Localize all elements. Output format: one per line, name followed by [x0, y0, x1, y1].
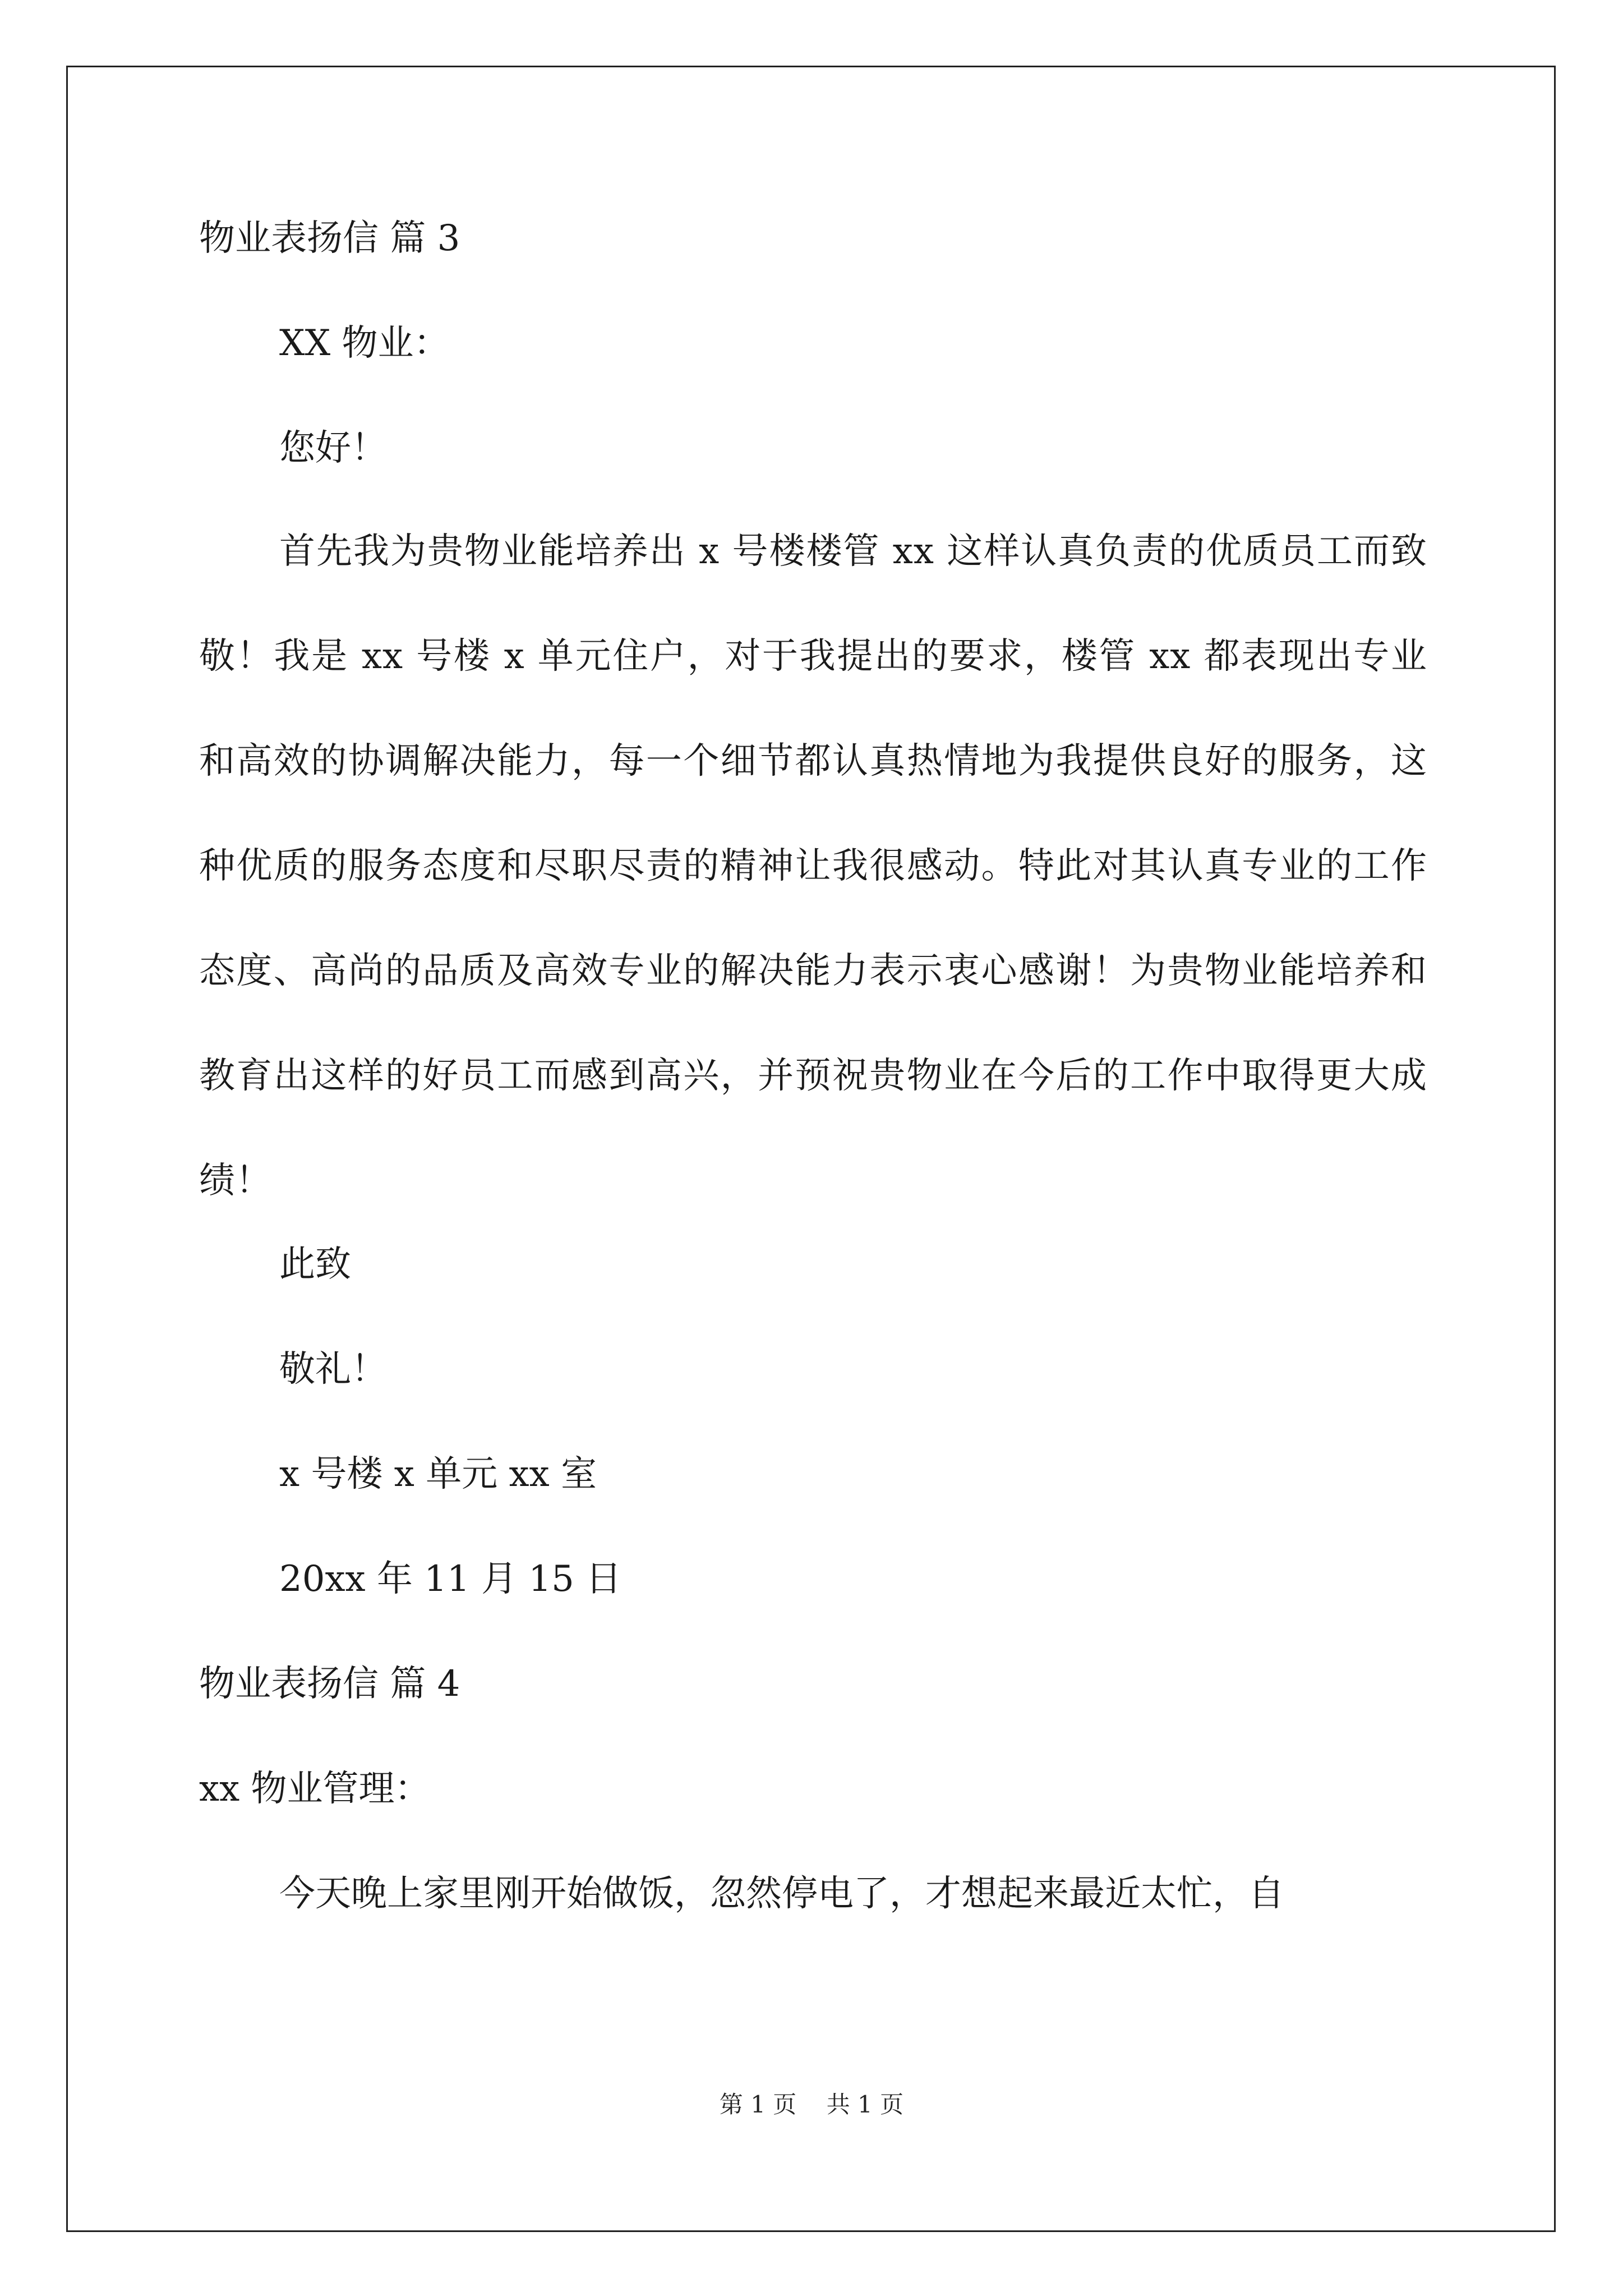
- salutation-4: xx 物业管理：: [199, 1768, 431, 1810]
- body-paragraph-4: 今天晚上家里刚开始做饭，忽然停电了，才想起来最近太忙，自: [279, 1873, 1284, 1915]
- section-title-4: 物业表扬信 篇 4: [199, 1663, 460, 1705]
- date: 20xx 年 11 月 15 日: [279, 1558, 622, 1600]
- closing-line-2: 敬礼！: [279, 1349, 387, 1390]
- salutation-3: XX 物业：: [279, 323, 450, 364]
- body-paragraph-3: 首先我为贵物业能培养出 x 号楼楼管 xx 这样认真负责的优质员工而致敬！我是 xx 号楼 x 单元住户，对于我提出的要求，楼管 xx 都表现出专业和高效的协调解决能力，每一个细节都认真热情地为我提供良好的服务，这种优质的服务态度和尽职尽责的精神让我很感动。特此对其认真专业的工作态度、高尚的品质及高效专业的解决能力表示衷心感谢！为贵物业能培养和教育出这样的好员工而感到高兴，并预祝贵物业在今后的工作中取得更大成绩！: [199, 531, 1427, 1202]
- page-footer: 第 1 页 共 1 页: [719, 2091, 904, 2118]
- greeting: 您好！: [279, 427, 387, 469]
- section-title-3: 物业表扬信 篇 3: [199, 218, 460, 259]
- signature: x 号楼 x 单元 xx 室: [279, 1453, 597, 1495]
- document-body: [199, 213, 1427, 1919]
- closing-line-1: 此致: [279, 1244, 351, 1285]
